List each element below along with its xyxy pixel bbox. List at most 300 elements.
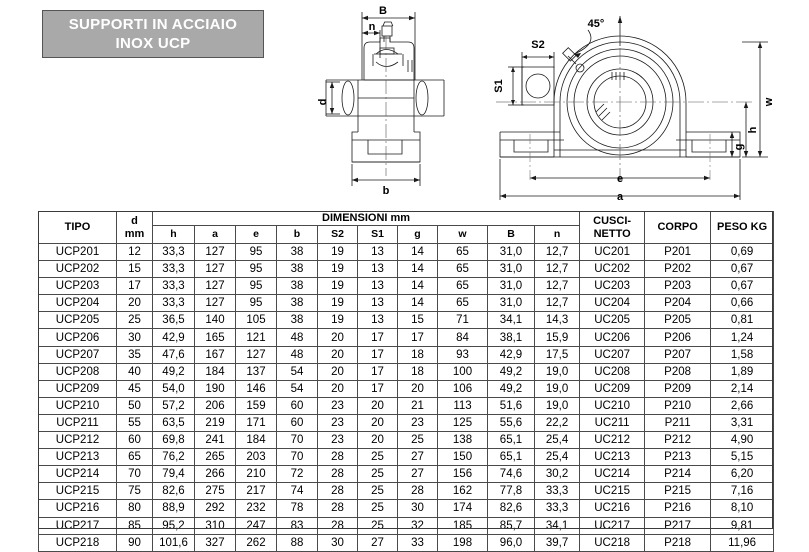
cell-cuscinetto: UC214 — [580, 466, 645, 483]
cell-b: 48 — [277, 329, 318, 346]
cell-h: 47,6 — [153, 346, 195, 363]
cell-s1: 17 — [358, 380, 398, 397]
cell-s2: 20 — [318, 329, 358, 346]
dim-label-S2: S2 — [531, 39, 545, 51]
cell-e: 203 — [236, 449, 277, 466]
cell-s1: 25 — [358, 449, 398, 466]
cell-B: 77,8 — [488, 483, 535, 500]
cell-e: 262 — [236, 534, 277, 551]
col-header-corpo: CORPO — [645, 212, 711, 244]
cell-s2: 23 — [318, 397, 358, 414]
cell-a: 127 — [195, 244, 236, 261]
cell-tipo: UCP207 — [39, 346, 117, 363]
cell-tipo: UCP204 — [39, 295, 117, 312]
col-header-d-line1: d — [131, 214, 138, 227]
cell-peso: 0,81 — [711, 312, 774, 329]
cell-n: 25,4 — [535, 432, 580, 449]
cell-n: 12,7 — [535, 261, 580, 278]
cell-a: 275 — [195, 483, 236, 500]
cell-b: 72 — [277, 466, 318, 483]
cell-corpo: P214 — [645, 466, 711, 483]
cell-a: 241 — [195, 432, 236, 449]
cell-h: 33,3 — [153, 278, 195, 295]
cell-w: 185 — [438, 517, 488, 534]
product-title-line1: SUPPORTI IN ACCIAIO — [68, 16, 238, 33]
cell-s2: 19 — [318, 244, 358, 261]
col-header-peso: PESO KG — [711, 212, 774, 244]
cell-h: 57,2 — [153, 397, 195, 414]
dim-label-45deg: 45° — [587, 18, 605, 30]
cell-w: 138 — [438, 432, 488, 449]
cell-g: 21 — [398, 397, 438, 414]
cell-g: 27 — [398, 466, 438, 483]
col-header-cuscinetto-line1: CUSCI- — [593, 214, 632, 227]
table-row — [39, 244, 774, 261]
cell-B: 38,1 — [488, 329, 535, 346]
cell-a: 292 — [195, 500, 236, 517]
cell-B: 65,1 — [488, 432, 535, 449]
cell-g: 18 — [398, 346, 438, 363]
dim-label-h: h — [747, 126, 759, 134]
cell-cuscinetto: UC204 — [580, 295, 645, 312]
cell-d: 35 — [117, 346, 153, 363]
cell-cuscinetto: UC218 — [580, 534, 645, 551]
table-row — [39, 432, 774, 449]
cell-s1: 20 — [358, 397, 398, 414]
cell-cuscinetto: UC205 — [580, 312, 645, 329]
cell-e: 217 — [236, 483, 277, 500]
cell-a: 127 — [195, 295, 236, 312]
cell-s2: 19 — [318, 261, 358, 278]
cell-e: 146 — [236, 380, 277, 397]
col-header-d-line2: mm — [124, 227, 145, 240]
cell-b: 70 — [277, 432, 318, 449]
cell-peso: 6,20 — [711, 466, 774, 483]
cell-tipo: UCP212 — [39, 432, 117, 449]
col-header-s1: S1 — [358, 226, 398, 244]
cell-g: 23 — [398, 414, 438, 431]
cell-w: 93 — [438, 346, 488, 363]
cell-d: 12 — [117, 244, 153, 261]
cell-b: 38 — [277, 244, 318, 261]
cell-a: 184 — [195, 363, 236, 380]
cell-g: 14 — [398, 261, 438, 278]
cell-b: 60 — [277, 397, 318, 414]
cell-a: 167 — [195, 346, 236, 363]
cell-tipo: UCP218 — [39, 534, 117, 551]
cell-b: 38 — [277, 261, 318, 278]
cell-d: 25 — [117, 312, 153, 329]
cell-s1: 13 — [358, 312, 398, 329]
cell-tipo: UCP214 — [39, 466, 117, 483]
table-row — [39, 363, 774, 380]
cell-n: 19,0 — [535, 397, 580, 414]
col-header-cuscinetto — [580, 212, 645, 244]
cell-B: 34,1 — [488, 312, 535, 329]
cell-n: 33,3 — [535, 483, 580, 500]
cell-g: 32 — [398, 517, 438, 534]
dim-label-S1: S1 — [493, 79, 505, 93]
col-header-e: e — [236, 226, 277, 244]
cell-g: 14 — [398, 244, 438, 261]
cell-s1: 13 — [358, 261, 398, 278]
cell-peso: 8,10 — [711, 500, 774, 517]
cell-g: 28 — [398, 483, 438, 500]
cell-peso: 0,67 — [711, 278, 774, 295]
cell-b: 38 — [277, 278, 318, 295]
cell-a: 310 — [195, 517, 236, 534]
cell-B: 82,6 — [488, 500, 535, 517]
cell-peso: 5,15 — [711, 449, 774, 466]
cell-w: 174 — [438, 500, 488, 517]
cell-tipo: UCP209 — [39, 380, 117, 397]
cell-n: 33,3 — [535, 500, 580, 517]
cell-b: 60 — [277, 414, 318, 431]
cell-e: 171 — [236, 414, 277, 431]
col-header-n: n — [535, 226, 580, 244]
product-title-line2: INOX UCP — [115, 35, 191, 52]
cell-corpo: P208 — [645, 363, 711, 380]
cell-h: 33,3 — [153, 244, 195, 261]
cell-e: 95 — [236, 244, 277, 261]
cell-cuscinetto: UC201 — [580, 244, 645, 261]
cell-corpo: P213 — [645, 449, 711, 466]
cell-n: 22,2 — [535, 414, 580, 431]
cell-cuscinetto: UC207 — [580, 346, 645, 363]
cell-B: 85,7 — [488, 517, 535, 534]
dim-label-d: d — [318, 98, 329, 106]
col-header-g: g — [398, 226, 438, 244]
cell-d: 45 — [117, 380, 153, 397]
cell-b: 88 — [277, 534, 318, 551]
cell-corpo: P209 — [645, 380, 711, 397]
cell-s1: 17 — [358, 346, 398, 363]
cell-d: 55 — [117, 414, 153, 431]
cell-w: 65 — [438, 278, 488, 295]
cell-d: 20 — [117, 295, 153, 312]
table-row — [39, 346, 774, 363]
cell-b: 78 — [277, 500, 318, 517]
cell-h: 101,6 — [153, 534, 195, 551]
dim-label-n: n — [368, 21, 376, 33]
cell-w: 106 — [438, 380, 488, 397]
cell-e: 105 — [236, 312, 277, 329]
cell-n: 12,7 — [535, 278, 580, 295]
cell-cuscinetto: UC202 — [580, 261, 645, 278]
cell-s1: 25 — [358, 517, 398, 534]
cell-corpo: P210 — [645, 397, 711, 414]
cell-n: 12,7 — [535, 295, 580, 312]
cell-s2: 20 — [318, 363, 358, 380]
cell-peso: 0,66 — [711, 295, 774, 312]
cell-s1: 25 — [358, 500, 398, 517]
cell-e: 95 — [236, 278, 277, 295]
cell-a: 327 — [195, 534, 236, 551]
cell-w: 65 — [438, 295, 488, 312]
cell-a: 206 — [195, 397, 236, 414]
cell-corpo: P212 — [645, 432, 711, 449]
cell-s2: 19 — [318, 312, 358, 329]
cell-s1: 13 — [358, 295, 398, 312]
cell-peso: 11,96 — [711, 534, 774, 551]
cell-peso: 7,16 — [711, 483, 774, 500]
cell-d: 90 — [117, 534, 153, 551]
cell-s2: 30 — [318, 534, 358, 551]
col-header-a: a — [195, 226, 236, 244]
cell-g: 20 — [398, 380, 438, 397]
cell-h: 33,3 — [153, 295, 195, 312]
cell-s1: 27 — [358, 534, 398, 551]
cell-s2: 28 — [318, 517, 358, 534]
cell-s2: 28 — [318, 483, 358, 500]
cell-e: 247 — [236, 517, 277, 534]
table-row — [39, 466, 774, 483]
cell-cuscinetto: UC208 — [580, 363, 645, 380]
cell-e: 159 — [236, 397, 277, 414]
cell-h: 54,0 — [153, 380, 195, 397]
table-row — [39, 329, 774, 346]
cell-n: 34,1 — [535, 517, 580, 534]
side-view-pillow-block — [318, 2, 493, 207]
cell-n: 39,7 — [535, 534, 580, 551]
cell-tipo: UCP216 — [39, 500, 117, 517]
cell-e: 127 — [236, 346, 277, 363]
cell-e: 121 — [236, 329, 277, 346]
cell-w: 113 — [438, 397, 488, 414]
cell-s2: 23 — [318, 432, 358, 449]
cell-corpo: P217 — [645, 517, 711, 534]
front-view-pillow-block — [492, 2, 792, 209]
cell-d: 50 — [117, 397, 153, 414]
cell-B: 31,0 — [488, 261, 535, 278]
cell-s1: 17 — [358, 329, 398, 346]
cell-e: 137 — [236, 363, 277, 380]
cell-g: 17 — [398, 329, 438, 346]
table-row — [39, 278, 774, 295]
cell-corpo: P211 — [645, 414, 711, 431]
cell-cuscinetto: UC216 — [580, 500, 645, 517]
cell-g: 14 — [398, 295, 438, 312]
dim-label-B: B — [379, 5, 387, 17]
cell-d: 15 — [117, 261, 153, 278]
dim-label-b: b — [382, 185, 390, 197]
cell-B: 31,0 — [488, 295, 535, 312]
col-header-w: w — [438, 226, 488, 244]
cell-B: 49,2 — [488, 363, 535, 380]
cell-n: 25,4 — [535, 449, 580, 466]
cell-peso: 9,81 — [711, 517, 774, 534]
specification-table — [38, 211, 773, 552]
cell-corpo: P204 — [645, 295, 711, 312]
cell-e: 210 — [236, 466, 277, 483]
cell-d: 85 — [117, 517, 153, 534]
cell-tipo: UCP217 — [39, 517, 117, 534]
cell-B: 31,0 — [488, 244, 535, 261]
table-row — [39, 380, 774, 397]
cell-a: 165 — [195, 329, 236, 346]
cell-tipo: UCP205 — [39, 312, 117, 329]
cell-b: 70 — [277, 449, 318, 466]
cell-b: 74 — [277, 483, 318, 500]
cell-d: 75 — [117, 483, 153, 500]
cell-tipo: UCP202 — [39, 261, 117, 278]
cell-n: 14,3 — [535, 312, 580, 329]
cell-d: 70 — [117, 466, 153, 483]
cell-w: 150 — [438, 449, 488, 466]
cell-b: 48 — [277, 346, 318, 363]
col-header-b: b — [277, 226, 318, 244]
cell-a: 219 — [195, 414, 236, 431]
cell-corpo: P201 — [645, 244, 711, 261]
cell-w: 198 — [438, 534, 488, 551]
cell-h: 76,2 — [153, 449, 195, 466]
cell-e: 232 — [236, 500, 277, 517]
cell-b: 38 — [277, 295, 318, 312]
cell-n: 19,0 — [535, 380, 580, 397]
table-row — [39, 449, 774, 466]
cell-h: 69,8 — [153, 432, 195, 449]
cell-tipo: UCP215 — [39, 483, 117, 500]
cell-cuscinetto: UC211 — [580, 414, 645, 431]
cell-h: 42,9 — [153, 329, 195, 346]
cell-corpo: P202 — [645, 261, 711, 278]
cell-s2: 28 — [318, 449, 358, 466]
cell-h: 33,3 — [153, 261, 195, 278]
cell-s2: 20 — [318, 346, 358, 363]
cell-a: 190 — [195, 380, 236, 397]
cell-corpo: P206 — [645, 329, 711, 346]
cell-a: 140 — [195, 312, 236, 329]
cell-w: 125 — [438, 414, 488, 431]
cell-tipo: UCP211 — [39, 414, 117, 431]
cell-corpo: P203 — [645, 278, 711, 295]
cell-tipo: UCP201 — [39, 244, 117, 261]
table-row — [39, 295, 774, 312]
cell-h: 95,2 — [153, 517, 195, 534]
table-row — [39, 397, 774, 414]
cell-corpo: P218 — [645, 534, 711, 551]
cell-tipo: UCP210 — [39, 397, 117, 414]
cell-B: 51,6 — [488, 397, 535, 414]
cell-a: 127 — [195, 261, 236, 278]
cell-n: 15,9 — [535, 329, 580, 346]
cell-n: 17,5 — [535, 346, 580, 363]
product-title-box — [42, 10, 264, 58]
cell-cuscinetto: UC217 — [580, 517, 645, 534]
cell-b: 83 — [277, 517, 318, 534]
cell-h: 36,5 — [153, 312, 195, 329]
cell-b: 38 — [277, 312, 318, 329]
cell-e: 95 — [236, 295, 277, 312]
cell-B: 42,9 — [488, 346, 535, 363]
cell-g: 14 — [398, 278, 438, 295]
cell-g: 33 — [398, 534, 438, 551]
cell-h: 79,4 — [153, 466, 195, 483]
dim-label-w: w — [763, 97, 775, 107]
cell-w: 100 — [438, 363, 488, 380]
cell-corpo: P205 — [645, 312, 711, 329]
table-row — [39, 414, 774, 431]
cell-n: 30,2 — [535, 466, 580, 483]
cell-peso: 1,58 — [711, 346, 774, 363]
col-header-s2: S2 — [318, 226, 358, 244]
cell-h: 88,9 — [153, 500, 195, 517]
cell-B: 55,6 — [488, 414, 535, 431]
cell-g: 25 — [398, 432, 438, 449]
cell-peso: 3,31 — [711, 414, 774, 431]
cell-d: 40 — [117, 363, 153, 380]
cell-a: 265 — [195, 449, 236, 466]
table-row — [39, 261, 774, 278]
cell-peso: 0,69 — [711, 244, 774, 261]
cell-corpo: P215 — [645, 483, 711, 500]
table-row — [39, 312, 774, 329]
cell-h: 49,2 — [153, 363, 195, 380]
cell-peso: 2,14 — [711, 380, 774, 397]
cell-n: 12,7 — [535, 244, 580, 261]
cell-g: 30 — [398, 500, 438, 517]
cell-a: 127 — [195, 278, 236, 295]
cell-tipo: UCP213 — [39, 449, 117, 466]
cell-s2: 28 — [318, 466, 358, 483]
cell-d: 80 — [117, 500, 153, 517]
cell-s2: 19 — [318, 295, 358, 312]
product-title-text — [69, 15, 238, 53]
cell-g: 27 — [398, 449, 438, 466]
cell-corpo: P216 — [645, 500, 711, 517]
col-header-cuscinetto-line2: NETTO — [593, 227, 631, 240]
cell-cuscinetto: UC203 — [580, 278, 645, 295]
table-row — [39, 483, 774, 500]
cell-s1: 20 — [358, 414, 398, 431]
cell-peso: 0,67 — [711, 261, 774, 278]
cell-peso: 1,24 — [711, 329, 774, 346]
cell-cuscinetto: UC213 — [580, 449, 645, 466]
cell-corpo: P207 — [645, 346, 711, 363]
cell-d: 60 — [117, 432, 153, 449]
cell-w: 156 — [438, 466, 488, 483]
cell-cuscinetto: UC206 — [580, 329, 645, 346]
cell-cuscinetto: UC212 — [580, 432, 645, 449]
cell-w: 65 — [438, 261, 488, 278]
cell-s1: 13 — [358, 278, 398, 295]
cell-w: 71 — [438, 312, 488, 329]
cell-b: 54 — [277, 363, 318, 380]
cell-tipo: UCP206 — [39, 329, 117, 346]
cell-h: 63,5 — [153, 414, 195, 431]
cell-n: 19,0 — [535, 363, 580, 380]
cell-peso: 1,89 — [711, 363, 774, 380]
cell-g: 18 — [398, 363, 438, 380]
cell-s2: 20 — [318, 380, 358, 397]
cell-s2: 23 — [318, 414, 358, 431]
cell-e: 184 — [236, 432, 277, 449]
cell-peso: 4,90 — [711, 432, 774, 449]
cell-B: 31,0 — [488, 278, 535, 295]
cell-cuscinetto: UC215 — [580, 483, 645, 500]
dim-label-e: e — [616, 173, 624, 185]
cell-cuscinetto: UC209 — [580, 380, 645, 397]
cell-a: 266 — [195, 466, 236, 483]
cell-e: 95 — [236, 261, 277, 278]
cell-b: 54 — [277, 380, 318, 397]
cell-d: 17 — [117, 278, 153, 295]
table-header-row-top — [39, 212, 774, 226]
cell-s1: 17 — [358, 363, 398, 380]
cell-s1: 20 — [358, 432, 398, 449]
cell-w: 162 — [438, 483, 488, 500]
dim-label-a: a — [616, 191, 624, 203]
